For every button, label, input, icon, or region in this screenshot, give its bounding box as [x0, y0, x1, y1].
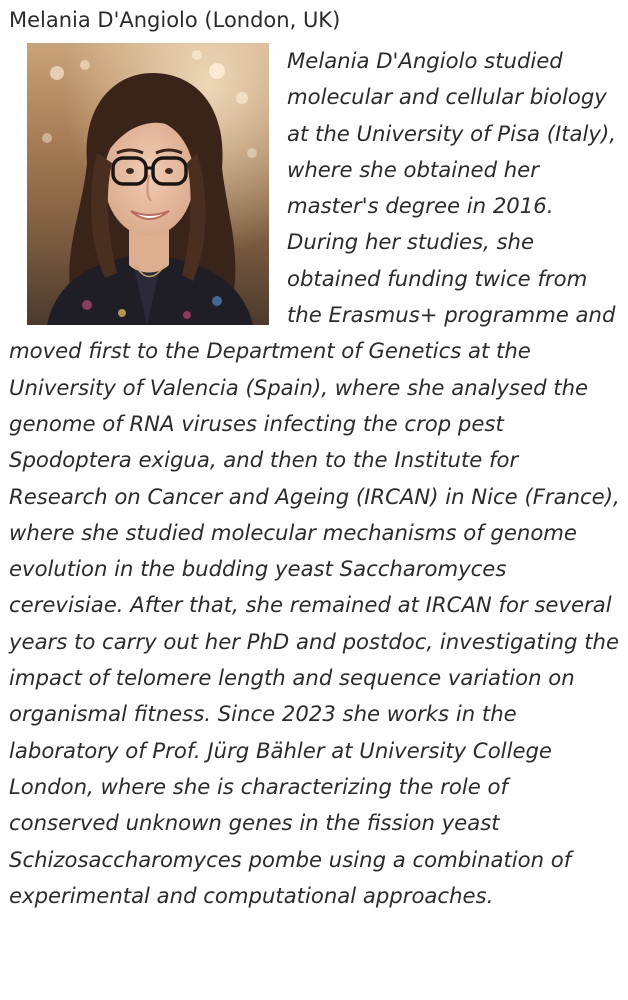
portrait-photo	[27, 43, 269, 325]
portrait-image	[27, 43, 269, 325]
bio-section	[9, 43, 622, 914]
bio-paragraph: Melania D'Angiolo studied molecular and cellular biology at the University of Pisa (Italy), where she obtained her master's degree in 2016. During her studies, she obtained funding twice from the Erasmus+ programme and moved first to the Department of Genetics at the University of Valencia (Spain), where she analysed the genome of RNA viruses infecting the crop pest Spodoptera exigua, and then to the Institute for Research on Cancer and Ageing (IRCAN) in Nice (France), where she studied molecular mechanisms of genome evolution in the budding yeast Saccharomyces cerevisiae. After that, she remained at IRCAN for several years to carry out her PhD and postdoc, investigating the impact of telomere length and sequence variation on organismal fitness. Since 2023 she works in the laboratory of Prof. Jürg Bähler at University College London, where she is characterizing the role of conserved unknown genes in the fission yeast Schizosaccharomyces pombe using a combination of experimental and computational approaches.	[9, 48, 620, 908]
page-title: Melania D'Angiolo (London, UK)	[9, 8, 341, 32]
